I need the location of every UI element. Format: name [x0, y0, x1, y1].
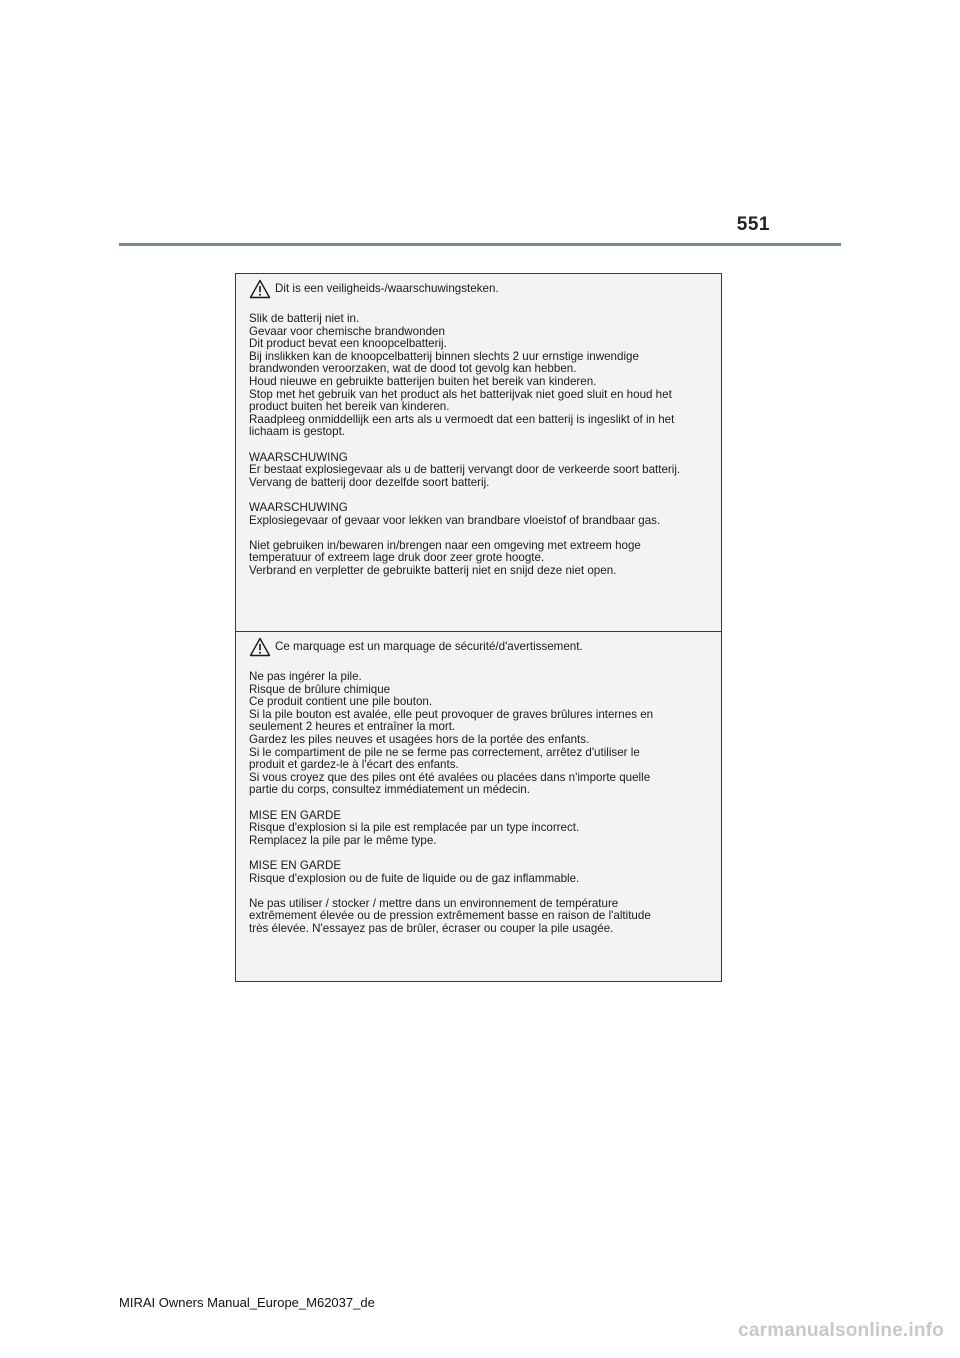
manual-footer: MIRAI Owners Manual_Europe_M62037_de: [119, 1295, 375, 1310]
dutch-heading-line: [249, 279, 715, 299]
french-paragraph: [249, 671, 715, 797]
text-line: Ce produit contient une pile bouton.: [249, 695, 433, 709]
text-line: extrêmement élevée ou de pression extrêmement basse en raison de l'altitude: [249, 909, 651, 923]
warning-triangle-icon: [249, 637, 271, 657]
header-rule: [119, 243, 841, 246]
text-line: produit et gardez-le à l'écart des enfants.: [249, 758, 459, 772]
text-line: WAARSCHUWING: [249, 500, 348, 514]
dutch-heading: Dit is een veiligheids-/waarschuwingsteken.: [275, 281, 499, 295]
text-line: Ne pas utiliser / stocker / mettre dans un environnement de température: [249, 896, 619, 910]
french-paragraph: [249, 860, 715, 885]
text-line: très élevée. N'essayez pas de brûler, écraser ou couper la pile usagée.: [249, 921, 614, 935]
text-line: brandwonden veroorzaken, wat de dood tot gevolg kan hebben.: [249, 362, 577, 376]
text-line: partie du corps, consultez immédiatement un médecin.: [249, 783, 530, 797]
text-line: Dit product bevat een knoopcelbatterij.: [249, 337, 447, 351]
text-line: product buiten het bereik van kinderen.: [249, 400, 450, 414]
french-paragraph: [249, 810, 715, 848]
text-line: Si vous croyez que des piles ont été avalées ou placées dans n'importe quelle: [249, 770, 651, 784]
text-line: Si la pile bouton est avalée, elle peut provoquer de graves brûlures internes en: [249, 707, 654, 721]
safety-label-image: [235, 273, 722, 982]
french-heading-line: [249, 637, 715, 657]
text-line: Stop met het gebruik van het product als het batterijvak niet goed sluit en houd het: [249, 387, 672, 401]
text-line: Niet gebruiken in/bewaren in/brengen naar een omgeving met extreem hoge: [249, 538, 641, 552]
text-line: Raadpleeg onmiddellijk een arts als u vermoedt dat een batterij is ingeslikt of in het: [249, 412, 675, 426]
french-paragraph: [249, 898, 715, 936]
text-line: MISE EN GARDE: [249, 858, 342, 872]
text-line: Risque d'explosion ou de fuite de liquide ou de gaz inflammable.: [249, 871, 580, 885]
page-number: 551: [736, 214, 770, 235]
dutch-paragraph: [249, 452, 715, 490]
text-line: Risque d'explosion si la pile est remplacée par un type incorrect.: [249, 821, 580, 835]
text-line: Vervang de batterij door dezelfde soort batterij.: [249, 475, 490, 489]
text-line: Si le compartiment de pile ne se ferme pas correctement, arrêtez d'utiliser le: [249, 745, 640, 759]
text-line: seulement 2 heures et entraîner la mort.: [249, 720, 456, 734]
dutch-paragraph: [249, 313, 715, 439]
text-line: lichaam is gestopt.: [249, 425, 346, 439]
text-line: Ne pas ingérer la pile.: [249, 670, 362, 683]
text-line: Verbrand en verpletter de gebruikte batterij niet en snijd deze niet open.: [249, 563, 617, 577]
text-line: Gardez les piles neuves et usagées hors de la portée des enfants.: [249, 732, 590, 746]
text-line: Explosiegevaar of gevaar voor lekken van brandbare vloeistof of brandbaar gas.: [249, 513, 661, 527]
dutch-paragraph: [249, 502, 715, 527]
text-line: Er bestaat explosiegevaar als u de batterij vervangt door de verkeerde soort batterij.: [249, 463, 681, 477]
text-line: Remplacez la pile par le même type.: [249, 833, 437, 847]
french-heading: Ce marquage est un marquage de sécurité/d'avertissement.: [275, 639, 583, 653]
text-line: Gevaar voor chemische brandwonden: [249, 324, 445, 338]
text-line: Risque de brûlure chimique: [249, 682, 391, 696]
dutch-paragraph: [249, 540, 715, 578]
french-warning-section: [236, 631, 721, 980]
dutch-warning-section: [236, 274, 721, 631]
text-line: Slik de batterij niet in.: [249, 312, 360, 325]
text-line: MISE EN GARDE: [249, 808, 342, 822]
text-line: temperatuur of extreem lage druk door zeer grote hoogte.: [249, 551, 545, 565]
text-line: Houd nieuwe en gebruikte batterijen buiten het bereik van kinderen.: [249, 374, 597, 388]
text-line: Bij inslikken kan de knoopcelbatterij binnen slechts 2 uur ernstige inwendige: [249, 349, 639, 363]
text-line: WAARSCHUWING: [249, 450, 348, 464]
warning-triangle-icon: [249, 279, 271, 299]
site-watermark: carmanualsonline.info: [738, 1320, 944, 1341]
